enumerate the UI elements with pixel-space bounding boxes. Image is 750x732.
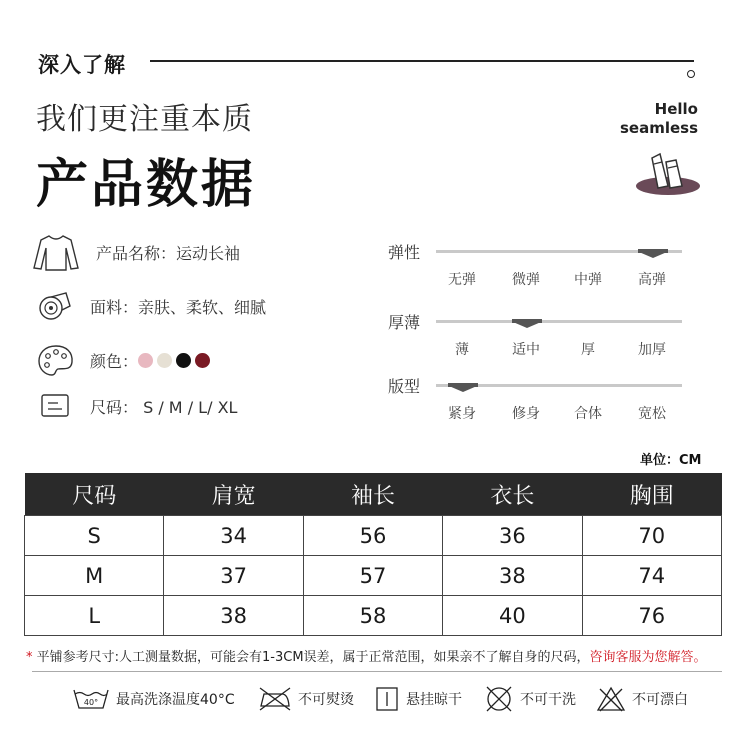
color-swatch-pink: [138, 353, 153, 368]
care-bleach-text: 不可漂白: [632, 692, 688, 708]
table-cell: S: [25, 516, 164, 556]
scale-option: 修身: [512, 406, 540, 422]
scale-selected-pointer: [449, 386, 477, 392]
scale-label: 厚薄: [388, 313, 421, 332]
table-cell: 58: [303, 596, 442, 636]
page-subtitle: 我们更注重本质: [36, 102, 253, 137]
scale-option: 高弹: [638, 272, 666, 288]
hang-dry-icon: [374, 686, 400, 712]
scale-option: 厚: [581, 342, 595, 358]
note-highlight: 咨询客服为您解答。: [589, 650, 707, 665]
size-tag-icon: [30, 386, 82, 426]
scale-selected-pointer: [513, 322, 541, 328]
care-bleach: [596, 684, 688, 714]
scale-option: 加厚: [638, 342, 666, 358]
header-size: 尺码: [25, 473, 164, 516]
table-cell: 34: [164, 516, 303, 556]
table-header-row: [25, 473, 722, 516]
color-swatch-burgundy: [195, 353, 210, 368]
brand-tagline: [600, 100, 698, 138]
no-bleach-icon: [596, 685, 626, 713]
table-cell: 76: [582, 596, 721, 636]
table-row: [25, 556, 722, 596]
note-divider: [32, 671, 722, 672]
info-fabric: [30, 286, 266, 326]
table-cell: 40: [443, 596, 582, 636]
header-divider: [150, 60, 694, 62]
fabric-roll-icon: [30, 286, 82, 326]
palette-icon: [30, 340, 82, 380]
scale-option: 紧身: [448, 406, 476, 422]
table-cell: 38: [164, 596, 303, 636]
header-sleeve: 袖长: [303, 473, 442, 516]
header-shoulder: 肩宽: [164, 473, 303, 516]
scale-option: 合体: [574, 406, 602, 422]
wash-temp-label: 40°: [83, 698, 99, 707]
unit-label: 单位：CM: [640, 453, 702, 468]
care-wash-text: 最高洗涤温度40°C: [116, 692, 235, 708]
care-dryclean-text: 不可干洗: [520, 692, 576, 708]
fabric-text: 面料：亲肤、柔软、细腻: [90, 297, 267, 317]
color-swatch-beige: [157, 353, 172, 368]
long-sleeve-shirt-icon: [30, 232, 82, 272]
scale-option: 薄: [455, 342, 469, 358]
no-iron-icon: [258, 686, 292, 712]
tagline-line-2: seamless: [619, 119, 698, 137]
table-cell: 56: [303, 516, 442, 556]
care-wash: [72, 684, 235, 714]
page-title: 产品数据: [36, 155, 257, 215]
scale-option: 中弹: [574, 272, 602, 288]
measurement-note: [26, 646, 707, 665]
info-size: [30, 386, 237, 426]
scale-option: 无弹: [448, 272, 476, 288]
table-cell: L: [25, 596, 164, 636]
care-iron-text: 不可熨烫: [298, 692, 354, 708]
table-cell: M: [25, 556, 164, 596]
scale-label: 版型: [388, 377, 421, 396]
scale-option: 微弹: [512, 272, 540, 288]
scale-selected-pointer: [639, 252, 667, 258]
scale-option: 适中: [512, 342, 540, 358]
scale-label: 弹性: [388, 243, 421, 262]
header-length: 衣长: [443, 473, 582, 516]
size-table: [24, 473, 722, 636]
product-name-text: 产品名称：运动长袖: [96, 243, 241, 263]
brand-illustration-icon: [630, 148, 702, 200]
info-product-name: [30, 232, 240, 272]
wash-40-icon: [72, 686, 110, 712]
table-row: [25, 596, 722, 636]
color-swatch-black: [176, 353, 191, 368]
table-cell: 70: [582, 516, 721, 556]
section-kicker: 深入了解: [38, 53, 126, 77]
table-cell: 74: [582, 556, 721, 596]
table-cell: 57: [303, 556, 442, 596]
care-hang: [374, 684, 462, 714]
table-row: [25, 516, 722, 556]
divider-dot: [687, 70, 695, 78]
scale-option: 宽松: [638, 406, 666, 422]
care-hang-text: 悬挂晾干: [406, 692, 462, 708]
care-iron: [258, 684, 354, 714]
tagline-line-1: Hello: [654, 100, 698, 118]
note-text: 平铺参考尺寸:人工测量数据，可能会有1-3CM误差，属于正常范围，如果亲不了解自身的尺码，: [32, 650, 590, 665]
care-dryclean: [484, 684, 576, 714]
header-chest: 胸围: [582, 473, 721, 516]
note-star: *: [26, 650, 33, 665]
no-dryclean-icon: [484, 684, 514, 714]
table-cell: 37: [164, 556, 303, 596]
scale-track: [436, 320, 682, 323]
table-cell: 36: [443, 516, 582, 556]
size-text: 尺码： S / M / L/ XL: [90, 397, 238, 417]
table-cell: 38: [443, 556, 582, 596]
info-colors: [30, 340, 214, 380]
color-label: 颜色：: [90, 351, 139, 371]
